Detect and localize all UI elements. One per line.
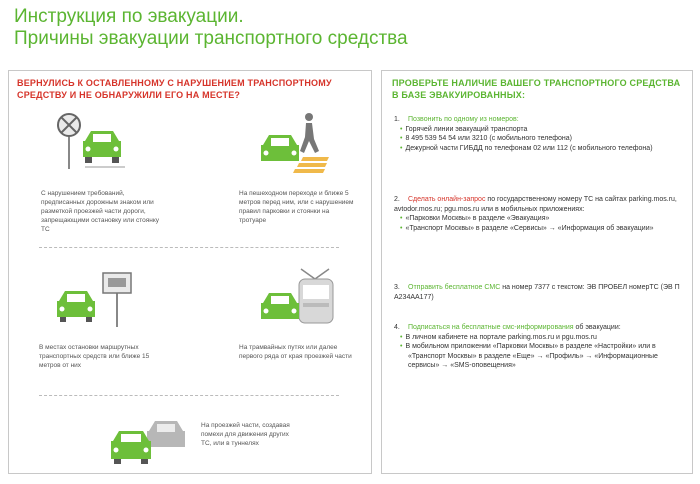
scenario-caption: На пешеходном переходе и ближе 5 метров перед ним, или с нарушением правил парковки и стоянки на тротуаре: [239, 190, 354, 224]
no-stopping-sign-icon: [58, 114, 80, 169]
phone-number: • 8 495 539 54 54 или 3210 (с мобильного телефона): [394, 134, 686, 144]
car-icon: [261, 293, 299, 319]
check-method-3: 3. Отправить бесплатное СМС на номер 7377 с текстом: ЭВ ПРОБЕЛ номерТС (ЭВ П А234АА177): [394, 284, 680, 301]
page-title: Инструкция по эвакуации.: [14, 6, 244, 27]
check-method-2: 2. Сделать онлайн-запрос по государственному номеру ТС на сайтах parking.mos.ru, avtodor.mos.ru; pgu.mos.ru или в мобильных приложениях: • «Парковки Москвы» в разделе «Эвакуация» • «Транспорт Москвы» в разделе «Сервисы» → «Информация об эвакуации»: [394, 195, 686, 233]
check-vehicle-panel: [381, 70, 693, 474]
scenario-caption: В местах остановки маршрутных транспортных средств или ближе 15 метров от них: [39, 344, 150, 369]
page-header: [14, 6, 694, 50]
evacuation-reasons-panel: [8, 70, 372, 474]
method-lead: Сделать онлайн-запрос: [408, 196, 486, 203]
divider: [39, 395, 339, 396]
pedestrian-icon: [300, 113, 319, 153]
grey-car-icon: [147, 421, 185, 447]
bus-stop-illustration: [55, 267, 135, 329]
page-subtitle: Причины эвакуации транспортного средства: [14, 28, 408, 49]
method-lead: Отправить бесплатное СМС: [408, 284, 501, 291]
left-panel-heading: ВЕРНУЛИСЬ К ОСТАВЛЕННОМУ С НАРУШЕНИЕМ ТРАНСПОРТНОМУ СРЕДСТВУ И НЕ ОБНАРУЖИЛИ ЕГО НА МЕСТЕ?: [17, 78, 332, 100]
obstruction-illustration: [109, 409, 205, 469]
car-icon: [111, 431, 151, 464]
pedestrian-crossing-illustration: [259, 111, 331, 173]
car-icon: [57, 291, 95, 322]
scenario-caption: На трамвайных путях или далее первого ряда от края проезжей части: [239, 344, 352, 360]
right-panel-heading: ПРОВЕРЬТЕ НАЛИЧИЕ ВАШЕГО ТРАНСПОРТНОГО СРЕДСТВА В БАЗЕ ЭВАКУИРОВАННЫХ:: [392, 78, 681, 100]
method-lead: Подписаться на бесплатные смс-информирования: [408, 324, 574, 331]
scenario-caption: С нарушением требований, предписанных дорожным знаком или разметкой проезжей части дороги, запрещающими остановку или стоянку ТС: [41, 190, 159, 233]
bus-stop-sign-icon: [103, 273, 131, 327]
divider: [39, 247, 339, 248]
check-method-4: 4. Подписаться на бесплатные смс-информирования об эвакуации: • В личном кабинете на портале parking.mos.ru и pgu.mos.ru • В мобильном приложении «Парковки Москвы» в разделе «Настройки» или в «Транспорт Москвы» в разделе «Еще» → «Профиль» → «Информационные сервисы» → «SMS-оповещения»: [394, 323, 686, 371]
no-stopping-illustration: [55, 111, 125, 173]
car-icon: [83, 131, 121, 163]
car-icon: [261, 135, 299, 161]
tram-tracks-illustration: [259, 267, 339, 333]
method-lead: Позвонить по одному из номеров:: [408, 116, 519, 123]
tram-icon: [299, 269, 333, 323]
scenario-caption: На проезжей части, создавая помехи для движения других ТС, или в туннелях: [201, 422, 290, 447]
check-method-1: 1. Позвонить по одному из номеров: • Горячей линии эвакуаций транспорта • 8 495 539 54 54 или 3210 (с мобильного телефона) • Дежурной части ГИБДД по телефонам 02 или 112 (с мобильного телефона): [394, 115, 686, 153]
